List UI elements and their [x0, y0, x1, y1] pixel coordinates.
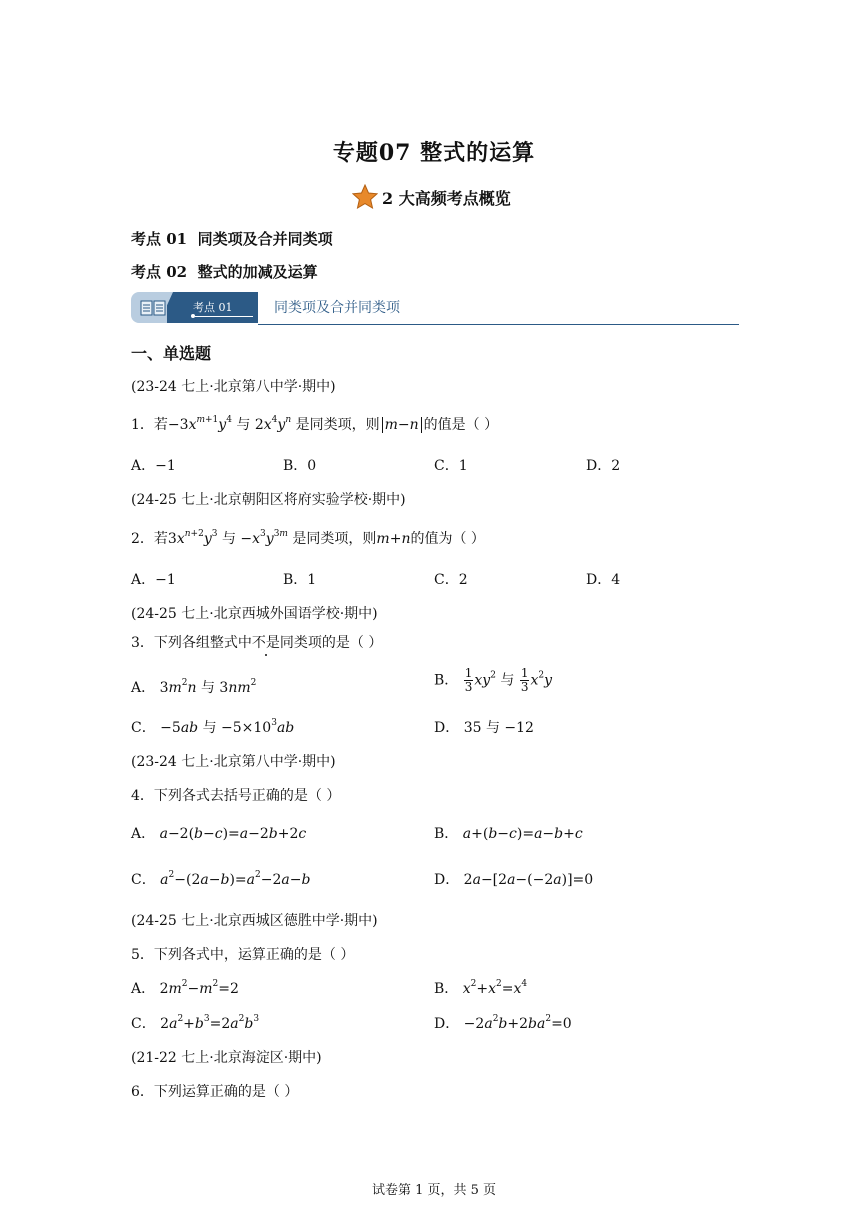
section-title: 一、单选题 — [131, 344, 212, 363]
option-c[interactable]: C． $a^2-(2a-b)=a^2-2a-b$ — [131, 870, 311, 888]
kaodian-name: 同类项及合并同类项 — [197, 230, 333, 248]
question-source: (23-24 七上·北京第八中学·期中) — [131, 379, 336, 395]
option-d[interactable]: D．2 — [586, 458, 621, 474]
option-a[interactable]: A．−1 — [131, 572, 176, 588]
option-c[interactable]: C． −5ab 与 $-5\times 10^3ab$ — [131, 718, 295, 736]
option-d[interactable]: D． 35 与 −12 — [434, 720, 534, 736]
star-icon — [352, 184, 378, 210]
question-source: (23-24 七上·北京第八中学·期中) — [131, 754, 336, 770]
option-d[interactable]: D． 2a−[2a−(−2a)]=0 — [434, 872, 594, 888]
question-2: 2．若$3x^{n+2}y^3$ 与 $-x^3y^{3m}$ 是同类项，则m+n的值为（ ） — [131, 529, 485, 547]
kaodian-name: 整式的加减及运算 — [197, 263, 318, 281]
question-source: (24-25 七上·北京西城区德胜中学·期中) — [131, 913, 378, 929]
kaodian-01[interactable] — [131, 228, 333, 249]
kaodian-02[interactable] — [131, 261, 318, 282]
option-b[interactable]: B．1 — [283, 572, 317, 588]
overview-heading — [352, 183, 511, 211]
question-4: 4．下列各式去括号正确的是（ ） — [131, 788, 341, 804]
option-b[interactable]: B． $x^2+x^2=x^4$ — [434, 979, 528, 997]
question-1: 1．若$-3x^{m+1}y^4$ 与 $2x^4y^n$ 是同类项，则 m−n 的值是（ ） — [131, 415, 499, 433]
option-a[interactable]: A．−1 — [131, 458, 176, 474]
banner-label: 考点 01 — [193, 301, 233, 314]
question-3: 3．下列各组整式中不是同类项的是（ ） — [131, 635, 383, 651]
overview-text: 2 大高频考点概览 — [382, 188, 511, 208]
page-footer: 试卷第 1 页，共 5 页 — [371, 1183, 497, 1198]
question-source: (21-22 七上·北京海淀区·期中) — [131, 1050, 322, 1066]
option-b[interactable]: B． a+(b−c)=a−b+c — [434, 826, 583, 842]
kaodian-label: 考点 01 — [131, 230, 188, 248]
option-d[interactable]: D．4 — [586, 572, 621, 588]
question-5: 5．下列各式中，运算正确的是（ ） — [131, 947, 355, 963]
section-banner — [131, 292, 739, 326]
option-c[interactable]: C．2 — [434, 572, 468, 588]
option-a[interactable]: A． $2m^2-m^2=2$ — [131, 979, 239, 997]
banner-heading: 同类项及合并同类项 — [274, 300, 400, 316]
option-c[interactable]: C．1 — [434, 458, 468, 474]
option-b[interactable]: B．0 — [283, 458, 317, 474]
option-a[interactable]: A． $3m^2n$ 与 $3nm^2$ — [131, 678, 257, 696]
kaodian-label: 考点 02 — [131, 263, 188, 281]
book-icon — [140, 300, 166, 316]
question-source: (24-25 七上·北京西城外国语学校·期中) — [131, 606, 378, 622]
question-source: (24-25 七上·北京朝阳区将府实验学校·期中) — [131, 492, 406, 508]
option-b[interactable]: B． $\frac{1}{3}$ $xy^2$ 与 $\frac{1}{3}$ $x^2y$ — [434, 666, 553, 694]
option-a[interactable]: A． a−2(b−c)=a−2b+2c — [131, 826, 307, 842]
option-d[interactable]: D． $-2a^2b+2ba^2=0$ — [434, 1014, 572, 1032]
question-6: 6．下列运算正确的是（ ） — [131, 1084, 299, 1100]
option-c[interactable]: C． $2a^2+b^3=2a^2b^3$ — [131, 1014, 260, 1032]
page-title: 专题07 整式的运算 — [332, 140, 536, 166]
